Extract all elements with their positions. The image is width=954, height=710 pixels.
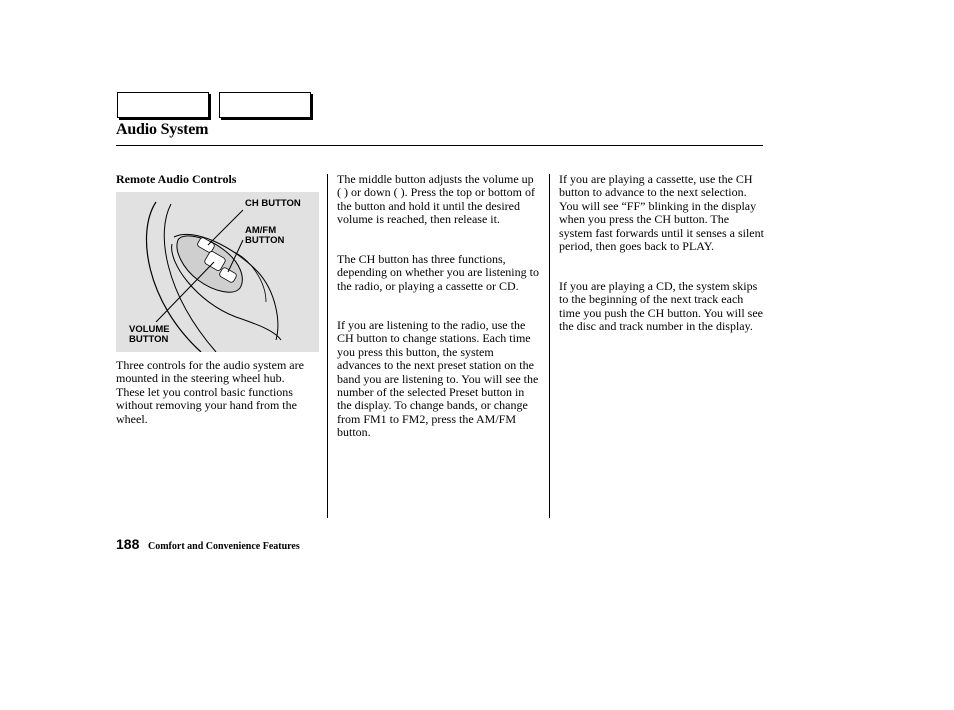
nav-tab-2[interactable] xyxy=(219,92,311,118)
col3-paragraph-1: If you are playing a cassette, use the CH button to advance to the next selection. You will see “FF” blinking in the display when you press the CH button. The system fast forwards until it senses a silent period, then goes back to PLAY. xyxy=(559,172,764,254)
col1-paragraph-1: Three controls for the audio system are mounted in the steering wheel hub. These let you control basic functions without removing your hand from the wheel. xyxy=(116,358,304,426)
steering-wheel-figure xyxy=(116,192,319,352)
ch-button-label: CH BUTTON xyxy=(245,198,301,209)
col3-paragraph-2: If you are playing a CD, the system skips to the beginning of the next track each time you push the CH button. You will see the disc and track number in the display. xyxy=(559,279,764,334)
amfm-button-label: AM/FM BUTTON xyxy=(245,225,285,246)
page-number: 188 xyxy=(116,536,140,552)
column-divider-1 xyxy=(327,174,328,518)
section-heading: Remote Audio Controls xyxy=(116,172,237,186)
page-title: Audio System xyxy=(116,121,209,138)
col2-paragraph-2: The CH button has three functions, depending on whether you are listening to the radio, or playing a cassette or CD. xyxy=(337,252,539,293)
col2-paragraph-3: If you are listening to the radio, use the CH button to change stations. Each time you press this button, the system advances to the next preset station on the band you are listening to. You will see the number of the selected Preset button in the display. To change bands, or change from FM1 to FM2, press the AM/FM button. xyxy=(337,318,539,440)
title-divider xyxy=(116,145,763,146)
volume-button-label: VOLUME BUTTON xyxy=(129,324,170,345)
column-divider-2 xyxy=(549,174,550,518)
nav-tab-1[interactable] xyxy=(117,92,209,118)
footer-section-title: Comfort and Convenience Features xyxy=(148,541,300,552)
col2-paragraph-1: The middle button adjusts the volume up ( ) or down ( ). Press the top or bottom of the button and hold it until the desired volume is reached, then release it. xyxy=(337,172,535,227)
